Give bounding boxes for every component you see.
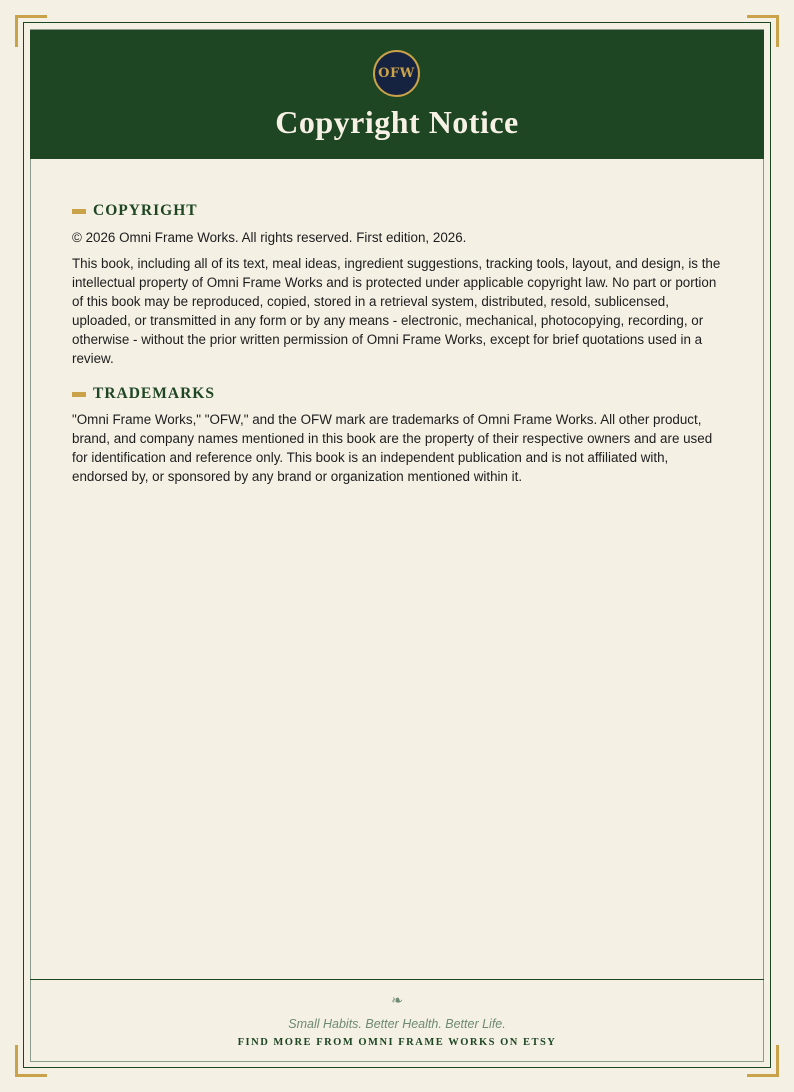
heading-accent-bar — [72, 209, 86, 214]
copyright-line: © 2026 Omni Frame Works. All rights reserved. First edition, 2026. — [72, 230, 467, 245]
copyright-heading-text: COPYRIGHT — [93, 202, 198, 219]
trademarks-heading — [72, 383, 722, 405]
trademarks-paragraph: "Omni Frame Works," "OFW," and the OFW mark are trademarks of Omni Frame Works. All other product, brand, and company names mentioned in this book are the property of their respective owners and are used for identification and reference only. This book is an independent publication and is not affiliated with, endorsed by, or sponsored by any brand or organization mentioned within it. — [72, 412, 713, 484]
leaf-ornament-icon: ❧ — [391, 993, 403, 1009]
logo-badge — [373, 50, 420, 97]
trademarks-heading-text: TRADEMARKS — [93, 385, 215, 402]
footer-tagline: Small Habits. Better Health. Better Life. — [288, 1017, 506, 1031]
copyright-heading — [72, 200, 722, 222]
footer-etsy-cta: FIND MORE FROM OMNI FRAME WORKS ON ETSY — [237, 1037, 557, 1048]
footer-divider — [30, 979, 764, 980]
heading-accent-bar — [72, 392, 86, 397]
page-title: Copyright Notice — [275, 104, 519, 140]
header-banner — [30, 30, 764, 159]
logo-text: OFW — [378, 66, 415, 81]
page-border-inner — [30, 29, 764, 1062]
copyright-paragraph: This book, including all of its text, meal ideas, ingredient suggestions, tracking tools, layout, and design, is the intellectual property of Omni Frame Works and is protected under applicable copyright law. No part or portion of this book may be reproduced, copied, stored in a retrieval system, distributed, resold, sublicensed, uploaded, or transmitted in any form or by any means - electronic, mechanical, photocopying, recording, or otherwise - without the prior written permission of Omni Frame Works, except for brief quotations used in a review. — [72, 256, 721, 366]
main-content — [72, 200, 722, 486]
